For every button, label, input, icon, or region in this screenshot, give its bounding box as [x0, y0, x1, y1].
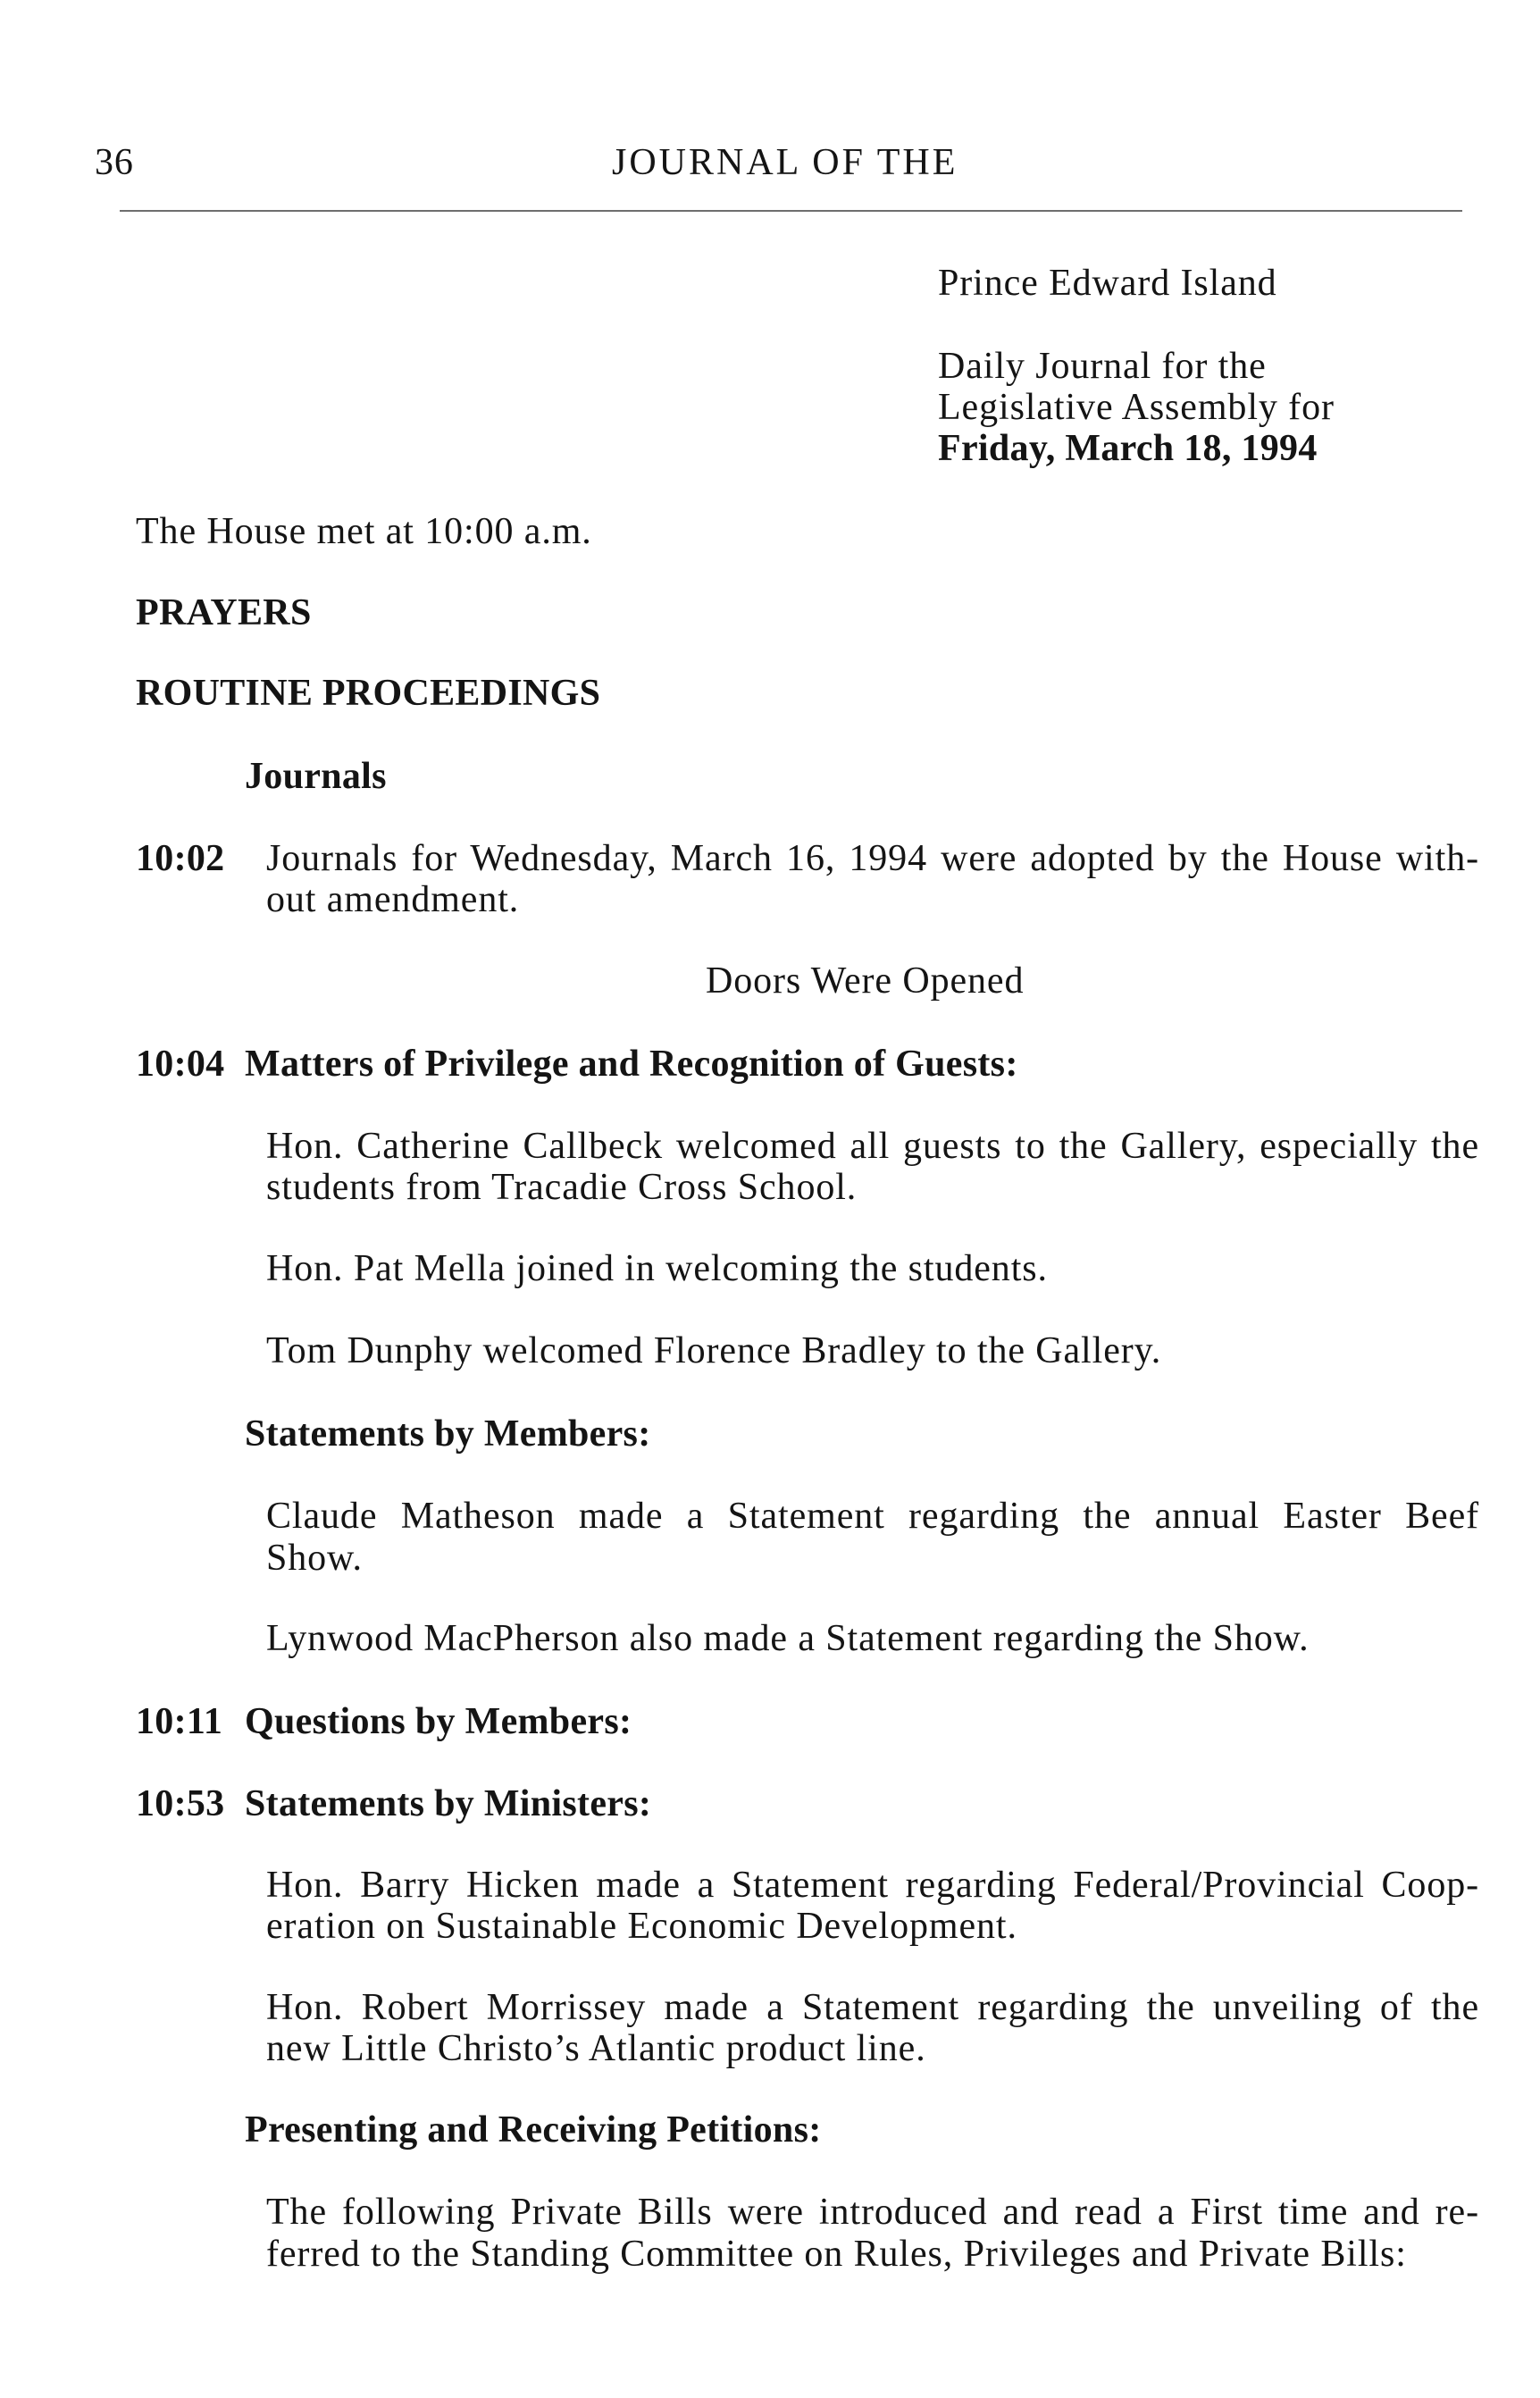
privilege-heading: Matters of Privilege and Recognition of Guests: — [245, 1044, 1018, 1085]
time-label: 10:11 — [136, 1701, 223, 1742]
opening-line: The House met at 10:00 a.m. — [136, 511, 592, 552]
journal-date: Friday, March 18, 1994 — [938, 428, 1318, 469]
paragraph-line: Lynwood MacPherson also made a Statement regarding the Show. — [266, 1618, 1310, 1659]
paragraph-line: Hon. Catherine Callbeck welcomed all guests to the Gallery, especially the — [266, 1126, 1479, 1167]
questions-heading: Questions by Members: — [245, 1701, 632, 1742]
ministers-statements-heading: Statements by Ministers: — [245, 1783, 652, 1824]
time-label: 10:53 — [136, 1783, 225, 1824]
journal-title-line-2: Legislative Assembly for — [938, 387, 1335, 428]
petitions-heading: Presenting and Receiving Petitions: — [245, 2109, 822, 2151]
paragraph-line: Hon. Barry Hicken made a Statement regarding Federal/Provincial Coop- — [266, 1865, 1479, 1906]
paragraph-line: Tom Dunphy welcomed Florence Bradley to the Gallery. — [266, 1330, 1162, 1371]
time-label: 10:02 — [136, 838, 225, 879]
paragraph-line: new Little Christo’s Atlantic product line. — [266, 2028, 926, 2069]
header-rule — [120, 210, 1462, 212]
running-title: JOURNAL OF THE — [612, 142, 958, 183]
time-label: 10:04 — [136, 1044, 225, 1085]
paragraph-line: The following Private Bills were introduced and read a First time and re- — [266, 2192, 1479, 2233]
paragraph-line: ferred to the Standing Committee on Rules, Privileges and Private Bills: — [266, 2234, 1407, 2275]
prayers-heading: PRAYERS — [136, 592, 312, 633]
paragraph-line: eration on Sustainable Economic Development. — [266, 1906, 1017, 1947]
journal-title-line-1: Daily Journal for the — [938, 346, 1267, 387]
journals-text-line: Journals for Wednesday, March 16, 1994 were adopted by the House with- — [266, 838, 1479, 879]
page-number: 36 — [95, 142, 134, 183]
journals-heading: Journals — [245, 756, 387, 797]
members-statements-heading: Statements by Members: — [245, 1413, 651, 1455]
doors-opened-line: Doors Were Opened — [706, 960, 1025, 1002]
province-name: Prince Edward Island — [938, 263, 1277, 304]
paragraph-line: Claude Matheson made a Statement regarding the annual Easter Beef — [266, 1496, 1479, 1537]
paragraph-line: Show. — [266, 1538, 363, 1579]
paragraph-line: students from Tracadie Cross School. — [266, 1167, 858, 1208]
paragraph-line: Hon. Robert Morrissey made a Statement regarding the unveiling of the — [266, 1987, 1479, 2028]
routine-proceedings-heading: ROUTINE PROCEEDINGS — [136, 673, 601, 714]
journals-text-line: out amendment. — [266, 879, 520, 920]
paragraph-line: Hon. Pat Mella joined in welcoming the students. — [266, 1248, 1048, 1289]
